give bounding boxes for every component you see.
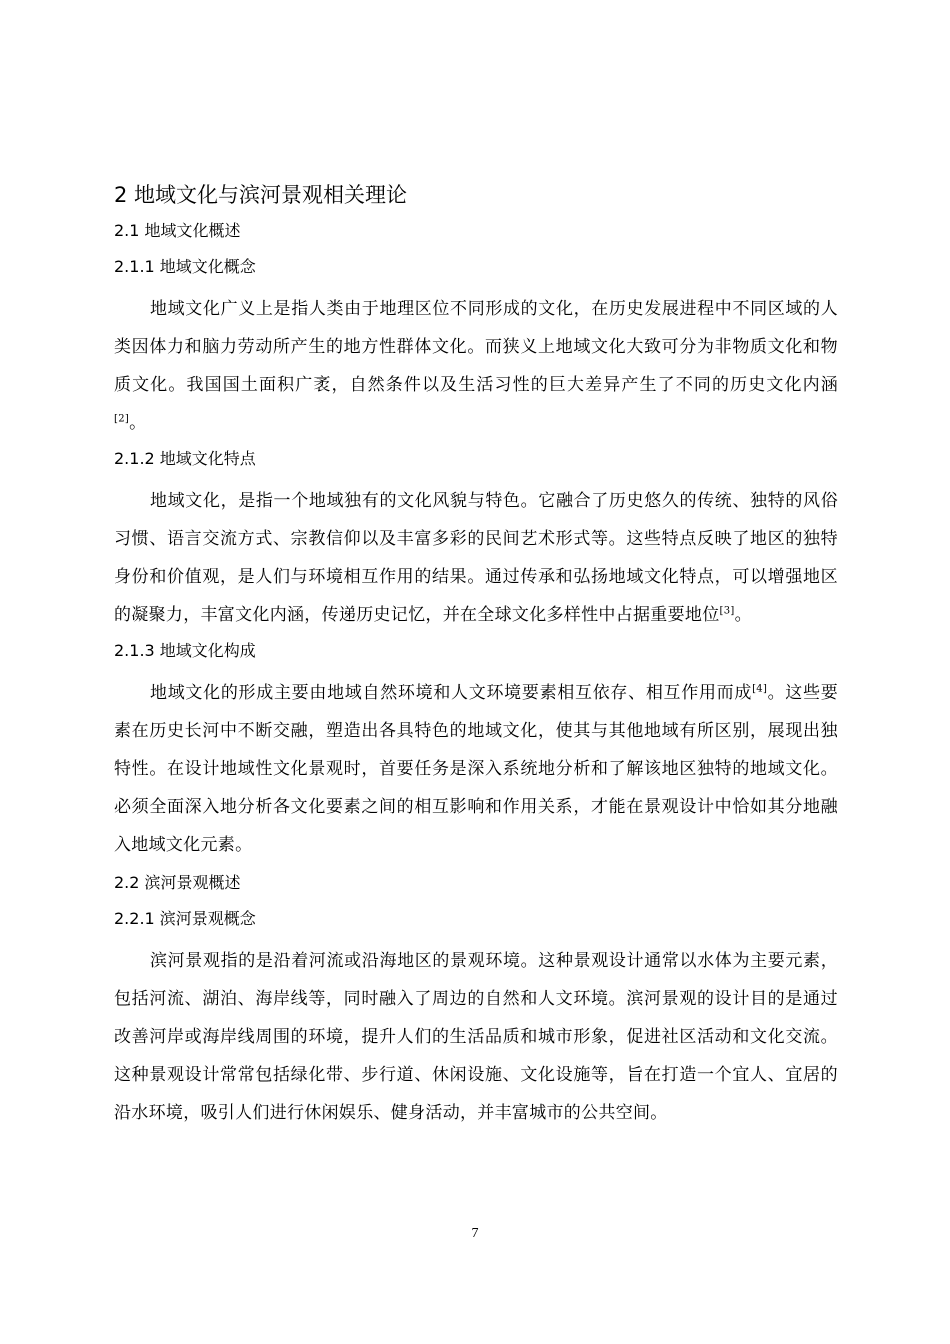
paragraph-end: 。: [129, 413, 147, 433]
paragraph-text: 地域文化的形成主要由地域自然环境和人文环境要素相互依存、相互作用而成: [150, 683, 753, 703]
section-heading-2-2: 2.2 滨河景观概述: [114, 873, 241, 892]
paragraph-text: 地域文化广义上是指人类由于地理区位不同形成的文化，在历史发展进程中不同区域的人类因体力和脑力劳动所产生的地方性群体文化。而狭义上地域文化大致可分为非物质文化和物质文化。我国国土面积广袤，自然条件以及生活习性的巨大差异产生了不同的历史文化内涵: [114, 299, 838, 395]
chapter-heading: 2 地域文化与滨河景观相关理论: [114, 183, 408, 207]
paragraph-waterfront-landscape-concept: 滨河景观指的是沿着河流或沿海地区的景观环境。这种景观设计通常以水体为主要元素，包括河流、湖泊、海岸线等，同时融入了周边的自然和人文环境。滨河景观的设计目的是通过改善河岸或海岸线周围的环境，提升人们的生活品质和城市形象，促进社区活动和文化交流。这种景观设计常常包括绿化带、步行道、休闲设施、文化设施等，旨在打造一个宜人、宜居的沿水环境，吸引人们进行休闲娱乐、健身活动，并丰富城市的公共空间。: [114, 951, 838, 1123]
paragraph-regional-culture-concept: [114, 290, 838, 442]
subsection-heading-2-1-3: 2.1.3 地域文化构成: [114, 641, 256, 660]
paragraph-text: 地域文化，是指一个地域独有的文化风貌与特色。它融合了历史悠久的传统、独特的风俗习惯、语言交流方式、宗教信仰以及丰富多彩的民间艺术形式等。这些特点反映了地区的独特身份和价值观，是人们与环境相互作用的结果。通过传承和弘扬地域文化特点，可以增强地区的凝聚力，丰富文化内涵，传递历史记忆，并在全球文化多样性中占据重要地位: [114, 491, 838, 625]
citation-4: [4]: [752, 683, 768, 695]
page-number: 7: [471, 1226, 479, 1241]
subsection-heading-2-2-1: 2.2.1 滨河景观概念: [114, 909, 256, 928]
section-heading-2-1: 2.1 地域文化概述: [114, 221, 241, 240]
paragraph-regional-culture-composition: [114, 674, 838, 864]
citation-3: [3]: [719, 605, 735, 617]
subsection-heading-2-1-2: 2.1.2 地域文化特点: [114, 449, 256, 468]
subsection-heading-2-1-1: 2.1.1 地域文化概念: [114, 257, 256, 276]
paragraph-text-continued: 。这些要素在历史长河中不断交融，塑造出各具特色的地域文化，使其与其他地域有所区别，展现出独特性。在设计地域性文化景观时，首要任务是深入系统地分析和了解该地区独特的地域文化。必须全面深入地分析各文化要素之间的相互影响和作用关系，才能在景观设计中恰如其分地融入地域文化元素。: [114, 683, 839, 855]
paragraph-end: 。: [734, 605, 752, 625]
citation-2: [2]: [114, 413, 130, 425]
paragraph-regional-culture-features: [114, 482, 838, 634]
document-body: [114, 172, 838, 1134]
